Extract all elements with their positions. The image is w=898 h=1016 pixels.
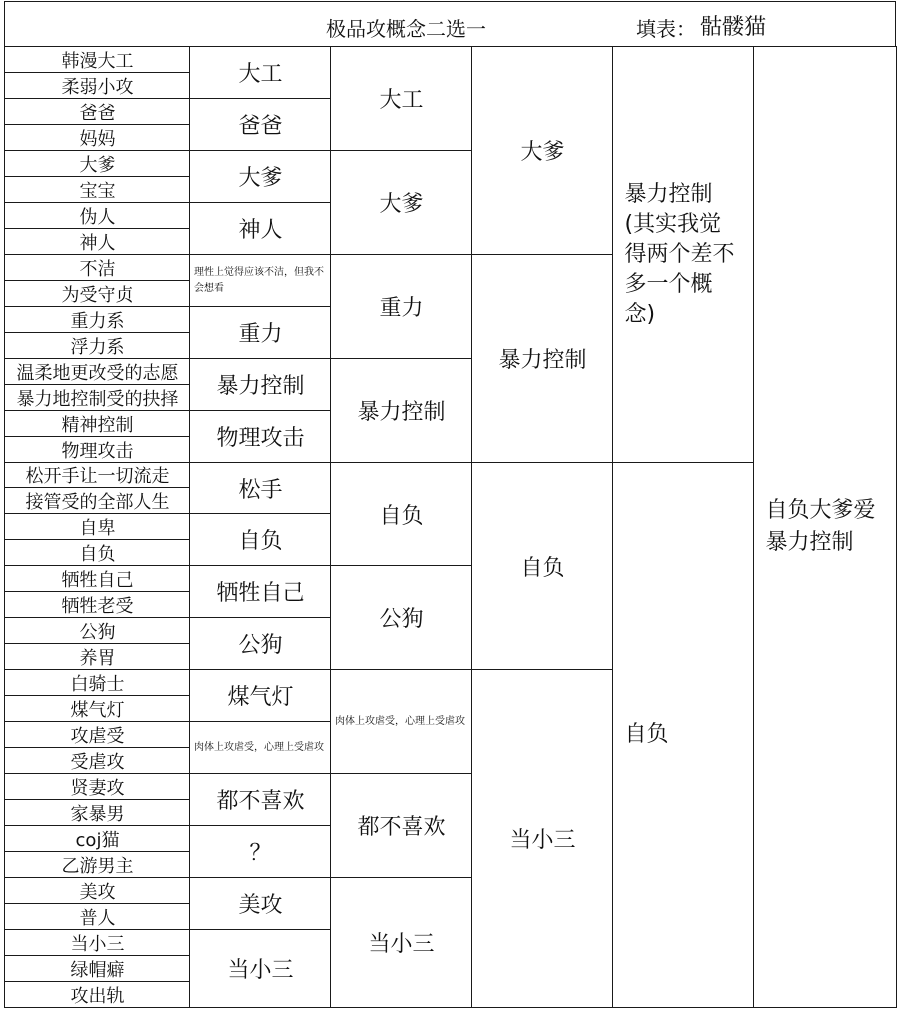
round3-cell (471, 254, 614, 463)
name-cell (4, 825, 191, 852)
name-cell (4, 773, 191, 800)
round1-cell (189, 410, 332, 463)
name-cell (4, 228, 191, 255)
round3-cell (471, 669, 614, 1008)
filler-name: 骷髅猫 (700, 15, 767, 40)
round1-cell (189, 513, 332, 566)
round2-cell (330, 254, 473, 359)
round1-cell (189, 825, 332, 878)
name-label: 爸爸 (79, 102, 116, 124)
name-label: 神人 (79, 232, 116, 254)
name-cell (4, 721, 191, 748)
round2-cell (330, 773, 473, 878)
round2-label: 大爹 (379, 192, 424, 217)
name-label: 绿帽癖 (70, 959, 125, 981)
round3-label: 自负 (520, 555, 565, 581)
round1-label: 理性上觉得应该不洁，但我不会想看 (194, 266, 324, 294)
name-cell (4, 903, 191, 930)
round2-label: 当小三 (368, 932, 435, 957)
name-cell (4, 981, 191, 1008)
round1-cell (189, 306, 332, 359)
name-cell (4, 669, 191, 696)
name-cell (4, 565, 191, 592)
name-cell (4, 306, 191, 333)
round1-label: 暴力控制 (216, 374, 305, 399)
name-label: 伪人 (79, 206, 116, 228)
name-label: 煤气灯 (70, 699, 125, 721)
name-cell (4, 539, 191, 566)
round4-cell (612, 462, 755, 1008)
round1-label: 大工 (238, 62, 283, 87)
name-cell (4, 254, 191, 281)
round1-label: 爸爸 (238, 114, 283, 139)
round1-cell (189, 254, 332, 307)
name-cell (4, 487, 191, 514)
name-cell (4, 591, 191, 618)
round1-cell (189, 669, 332, 722)
round4-label: 自负 (624, 722, 669, 747)
round1-label: 都不喜欢 (216, 789, 305, 814)
round2-label: 重力 (379, 296, 424, 321)
name-label: 浮力系 (70, 336, 125, 358)
name-label: 白骑士 (70, 673, 125, 695)
name-cell (4, 46, 191, 73)
name-label: 物理攻击 (61, 440, 134, 462)
name-label: 接管受的全部人生 (25, 491, 170, 513)
name-cell (4, 851, 191, 878)
round1-cell (189, 150, 332, 203)
round1-label: 重力 (238, 322, 283, 347)
round1-cell (189, 877, 332, 930)
name-label: 牺牲老受 (61, 595, 134, 617)
round1-label: ？ (249, 841, 272, 866)
name-cell (4, 617, 191, 644)
name-cell (4, 358, 191, 385)
round3-label: 暴力控制 (498, 348, 587, 373)
name-label: 攻虐受 (70, 725, 125, 747)
name-cell (4, 98, 191, 125)
round1-label: 美攻 (238, 893, 283, 918)
name-label: 为受守贞 (61, 284, 134, 306)
name-label: 精神控制 (61, 414, 134, 436)
round1-cell (189, 98, 332, 151)
round1-label: 大爹 (238, 166, 283, 191)
round2-label: 大工 (379, 88, 424, 113)
round3-cell (471, 46, 614, 255)
name-label: 松开手让一切流走 (25, 466, 170, 487)
table-title: 极品攻概念二选一 (326, 17, 486, 41)
name-label: 贤妻攻 (70, 777, 125, 799)
round1-cell (189, 358, 332, 411)
name-label: 暴力地控制受的抉择 (16, 388, 179, 410)
round2-cell (330, 877, 473, 1008)
round3-label: 当小三 (509, 828, 576, 853)
round2-cell (330, 358, 473, 463)
round1-label: 煤气灯 (227, 685, 294, 710)
name-label: 宝宝 (79, 180, 116, 202)
round1-cell (189, 46, 332, 99)
round1-cell (189, 462, 332, 514)
name-cell (4, 332, 191, 359)
round1-label: 自负 (238, 529, 283, 554)
name-label: coj猫 (75, 829, 120, 851)
name-cell (4, 929, 191, 956)
round1-cell (189, 202, 332, 255)
round1-label: 物理攻击 (216, 426, 305, 451)
name-label: 普人 (79, 907, 116, 929)
name-label: 妈妈 (79, 128, 116, 150)
name-label: 当小三 (70, 933, 125, 955)
name-cell (4, 747, 191, 774)
name-cell (4, 799, 191, 826)
name-cell (4, 150, 191, 177)
name-label: 不洁 (79, 258, 116, 280)
name-label: 韩漫大工 (61, 50, 134, 72)
round3-cell (471, 462, 614, 670)
name-cell (4, 695, 191, 722)
round5-label: 自负大爹爱暴力控制 (765, 498, 876, 555)
name-cell (4, 643, 191, 670)
round1-label: 肉体上攻虐受，心理上受虐攻 (194, 741, 324, 753)
name-label: 牺牲自己 (61, 569, 134, 591)
round2-cell (330, 150, 473, 255)
name-cell (4, 513, 191, 540)
name-cell (4, 72, 191, 99)
round1-label: 松手 (238, 477, 283, 503)
name-label: 养胃 (79, 647, 116, 669)
round5-cell (753, 46, 897, 1008)
round1-cell (189, 773, 332, 826)
name-label: 重力系 (70, 310, 125, 332)
name-cell (4, 955, 191, 982)
round2-label: 自负 (379, 503, 424, 529)
name-label: 攻出轨 (70, 985, 125, 1007)
name-cell (4, 384, 191, 411)
round2-label: 暴力控制 (357, 400, 446, 425)
round2-label: 肉体上攻虐受，心理上受虐攻 (335, 715, 465, 727)
filler-label: 填表： (636, 17, 696, 41)
name-label: 美攻 (79, 881, 116, 903)
name-cell (4, 176, 191, 203)
round2-cell (330, 669, 473, 774)
round1-cell (189, 721, 332, 774)
name-cell (4, 436, 191, 463)
name-label: 自负 (79, 543, 116, 565)
name-cell (4, 280, 191, 307)
name-cell (4, 877, 191, 904)
name-label: 自卑 (79, 517, 116, 539)
round2-label: 都不喜欢 (357, 815, 446, 840)
name-cell (4, 410, 191, 437)
round1-label: 公狗 (238, 633, 283, 658)
round1-cell (189, 565, 332, 618)
name-label: 乙游男主 (61, 855, 134, 877)
name-cell (4, 124, 191, 151)
name-label: 温柔地更改受的志愿 (16, 362, 179, 384)
round2-cell (330, 46, 473, 151)
name-cell (4, 462, 191, 488)
round1-cell (189, 617, 332, 670)
round2-cell (330, 462, 473, 566)
round1-label: 当小三 (227, 958, 294, 983)
round4-label: 暴力控制(其实我觉得两个差不多一个概念) (624, 181, 735, 327)
round1-label: 神人 (238, 218, 283, 243)
name-label: 柔弱小攻 (61, 76, 134, 98)
round1-cell (189, 929, 332, 1008)
round2-label: 公狗 (379, 607, 424, 632)
name-label: 受虐攻 (70, 751, 125, 773)
name-label: 大爹 (79, 154, 116, 176)
name-label: 公狗 (79, 621, 116, 643)
round4-cell (612, 46, 755, 463)
round1-label: 牺牲自己 (216, 581, 305, 606)
name-label: 家暴男 (70, 803, 125, 825)
round3-label: 大爹 (520, 140, 565, 165)
round2-cell (330, 565, 473, 670)
name-cell (4, 202, 191, 229)
